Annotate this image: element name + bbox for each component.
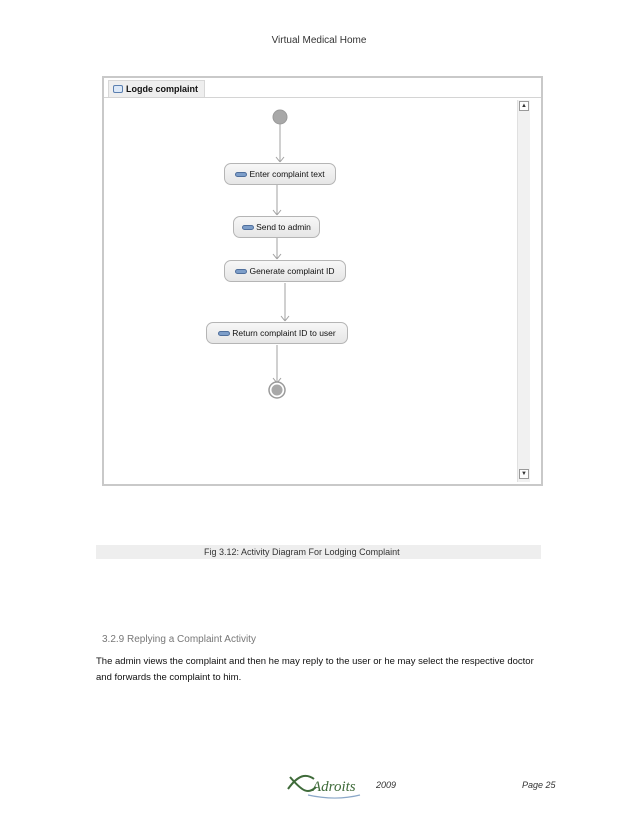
arrowhead bbox=[277, 210, 281, 215]
activity-diagram-frame bbox=[102, 76, 543, 486]
activity-label: Send to admin bbox=[256, 222, 311, 232]
page-number: Page 25 bbox=[522, 780, 556, 790]
diagram-tab-label: Logde complaint bbox=[126, 84, 198, 94]
initial-node bbox=[273, 110, 287, 124]
vertical-scrollbar[interactable] bbox=[517, 100, 530, 482]
figure-caption: Fig 3.12: Activity Diagram For Lodging Complaint bbox=[204, 547, 400, 557]
activity-send-to-admin[interactable] bbox=[233, 216, 320, 238]
activity-return-complaint-id[interactable] bbox=[206, 322, 348, 344]
final-node bbox=[272, 385, 283, 396]
activity-icon bbox=[235, 172, 247, 177]
arrowhead bbox=[273, 210, 277, 215]
figure-caption-bar bbox=[96, 545, 541, 559]
activity-enter-complaint-text[interactable] bbox=[224, 163, 336, 185]
adroits-logo bbox=[286, 765, 362, 801]
arrowhead bbox=[277, 254, 281, 259]
scroll-up-icon[interactable]: ▲ bbox=[519, 101, 529, 111]
activity-generate-complaint-id[interactable] bbox=[224, 260, 346, 282]
arrowhead bbox=[276, 157, 280, 162]
logo-text: Adroits bbox=[312, 779, 356, 795]
section-paragraph: The admin views the complaint and then he may reply to the user or he may select the respective doctor and forwards the complaint to him. bbox=[96, 656, 534, 683]
page-header: Virtual Medical Home bbox=[271, 35, 367, 46]
arrowhead bbox=[280, 157, 284, 162]
arrowhead bbox=[273, 254, 277, 259]
activity-icon bbox=[235, 269, 247, 274]
arrowhead bbox=[285, 316, 289, 321]
scroll-down-icon[interactable]: ▼ bbox=[519, 469, 529, 479]
footer-year: 2009 bbox=[376, 780, 397, 790]
activity-icon bbox=[218, 331, 230, 336]
activity-label: Return complaint ID to user bbox=[232, 328, 336, 338]
arrowhead bbox=[281, 316, 285, 321]
activity-icon bbox=[242, 225, 254, 230]
section-heading: 3.2.9 Replying a Complaint Activity bbox=[102, 634, 256, 645]
activity-label: Enter complaint text bbox=[249, 169, 325, 179]
activity-label: Generate complaint ID bbox=[249, 266, 335, 276]
